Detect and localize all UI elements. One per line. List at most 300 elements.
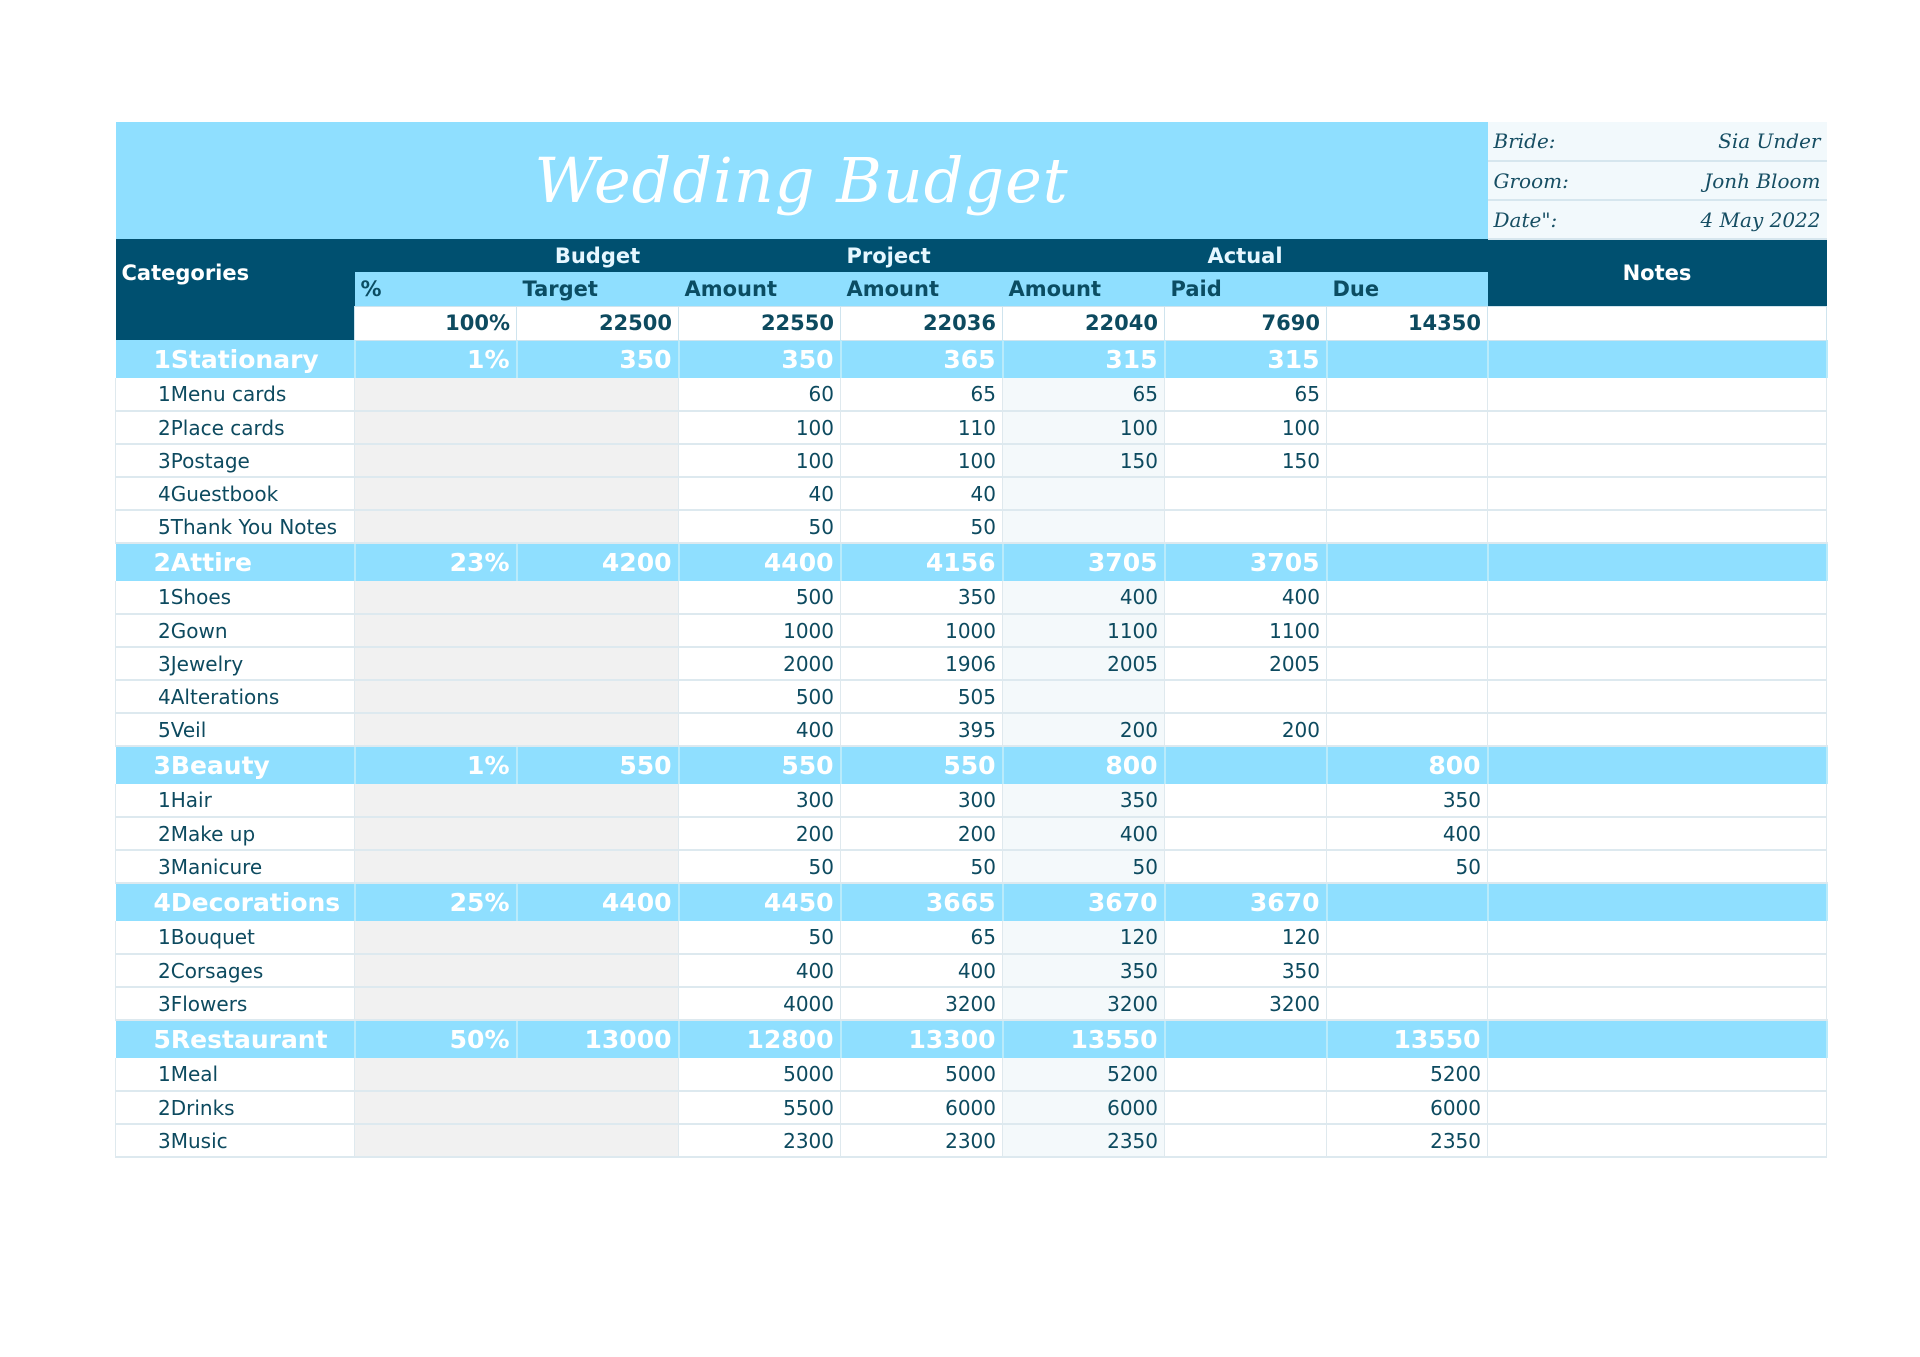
category-name[interactable] <box>116 340 355 378</box>
category-name[interactable] <box>116 746 355 784</box>
item-due-cell[interactable] <box>1327 378 1488 411</box>
item-notes-cell[interactable] <box>1488 1124 1827 1157</box>
table-row <box>116 1058 1827 1091</box>
item-actual-cell[interactable] <box>1003 510 1165 543</box>
category-pct-cell[interactable]: 25% <box>355 883 517 921</box>
item-paid-cell[interactable] <box>1165 510 1327 543</box>
category-actual-cell[interactable]: 13550 <box>1003 1020 1165 1058</box>
table-row <box>116 1124 1827 1157</box>
item-paid-cell[interactable]: 200 <box>1165 713 1327 746</box>
categories-header: Categories <box>116 239 355 306</box>
item-paid-cell[interactable] <box>1165 784 1327 817</box>
target-col-header: Target <box>517 272 679 306</box>
item-notes-cell[interactable] <box>1488 680 1827 713</box>
item-actual-cell[interactable]: 5200 <box>1003 1058 1165 1091</box>
item-actual-cell[interactable]: 65 <box>1003 378 1165 411</box>
category-number: 4 <box>153 888 171 917</box>
category-number: 5 <box>153 1025 171 1054</box>
item-paid-cell[interactable] <box>1165 1058 1327 1091</box>
project-amount-col-header: Amount <box>841 272 1003 306</box>
table-row <box>116 444 1827 477</box>
item-budget-empty-cell <box>355 1058 679 1091</box>
item-amount-cell[interactable]: 500 <box>679 680 841 713</box>
item-project-cell[interactable]: 400 <box>841 954 1003 987</box>
item-budget-empty-cell <box>355 378 679 411</box>
item-amount-cell[interactable]: 500 <box>679 581 841 614</box>
total-budget-amount[interactable]: 22550 <box>679 306 841 340</box>
item-number: 2 <box>158 958 171 983</box>
item-paid-cell[interactable]: 65 <box>1165 378 1327 411</box>
category-pct-cell[interactable]: 1% <box>355 746 517 784</box>
item-actual-cell[interactable] <box>1003 477 1165 510</box>
item-name[interactable] <box>116 1091 355 1124</box>
category-actual-cell[interactable]: 3705 <box>1003 543 1165 581</box>
item-number: 3 <box>158 651 171 676</box>
item-budget-empty-cell <box>355 411 679 444</box>
item-project-cell[interactable]: 1000 <box>841 614 1003 647</box>
item-budget-empty-cell <box>355 444 679 477</box>
item-number: 2 <box>158 1095 171 1120</box>
category-amount-cell[interactable]: 4450 <box>679 883 841 921</box>
item-paid-cell[interactable] <box>1165 1124 1327 1157</box>
item-amount-cell[interactable]: 50 <box>679 510 841 543</box>
item-project-cell[interactable]: 200 <box>841 817 1003 850</box>
page-title: Wedding Budget <box>534 144 1069 217</box>
actual-amount-col-header: Amount <box>1003 272 1165 306</box>
category-notes-cell[interactable] <box>1488 883 1827 921</box>
item-name[interactable] <box>116 784 355 817</box>
category-label: Decorations <box>170 888 341 917</box>
item-name[interactable] <box>116 1124 355 1157</box>
item-name[interactable] <box>116 713 355 746</box>
item-label: Meal <box>170 1062 219 1086</box>
table-row <box>116 614 1827 647</box>
item-name[interactable] <box>116 1058 355 1091</box>
item-label: Jewelry <box>170 651 244 676</box>
item-name[interactable] <box>116 444 355 477</box>
paid-col-header: Paid <box>1165 272 1327 306</box>
item-name[interactable] <box>116 817 355 850</box>
item-name[interactable] <box>116 378 355 411</box>
category-paid-cell[interactable] <box>1165 1020 1327 1058</box>
item-label: Menu cards <box>170 382 287 406</box>
notes-header: Notes <box>1488 239 1827 306</box>
item-budget-empty-cell <box>355 581 679 614</box>
item-name[interactable] <box>116 680 355 713</box>
total-due[interactable]: 14350 <box>1327 306 1488 340</box>
item-amount-cell[interactable]: 1000 <box>679 614 841 647</box>
item-due-cell[interactable]: 50 <box>1327 850 1488 883</box>
item-notes-cell[interactable] <box>1488 921 1827 954</box>
item-amount-cell[interactable]: 50 <box>679 921 841 954</box>
category-row <box>116 1020 1827 1058</box>
category-label: Beauty <box>170 751 270 780</box>
item-paid-cell[interactable]: 120 <box>1165 921 1327 954</box>
total-notes[interactable] <box>1488 306 1827 340</box>
item-project-cell[interactable]: 40 <box>841 477 1003 510</box>
item-paid-cell[interactable] <box>1165 680 1327 713</box>
item-paid-cell[interactable]: 400 <box>1165 581 1327 614</box>
item-amount-cell[interactable]: 40 <box>679 477 841 510</box>
category-name[interactable] <box>116 883 355 921</box>
budget-amount-col-header: Amount <box>679 272 841 306</box>
item-project-cell[interactable]: 65 <box>841 378 1003 411</box>
item-due-cell[interactable] <box>1327 614 1488 647</box>
table-row <box>116 510 1827 543</box>
category-paid-cell[interactable] <box>1165 746 1327 784</box>
table-row <box>116 850 1827 883</box>
title-banner <box>116 122 1488 239</box>
category-project-cell[interactable]: 4156 <box>841 543 1003 581</box>
item-actual-cell[interactable]: 1100 <box>1003 614 1165 647</box>
item-number: 1 <box>158 585 171 609</box>
item-amount-cell[interactable]: 100 <box>679 411 841 444</box>
item-budget-empty-cell <box>355 510 679 543</box>
item-budget-empty-cell <box>355 1091 679 1124</box>
category-target-cell[interactable]: 550 <box>517 746 679 784</box>
item-notes-cell[interactable] <box>1488 411 1827 444</box>
item-name[interactable] <box>116 647 355 680</box>
item-number: 2 <box>158 618 171 643</box>
item-due-cell[interactable] <box>1327 411 1488 444</box>
category-notes-cell[interactable] <box>1488 746 1827 784</box>
item-number: 1 <box>158 382 171 406</box>
item-actual-cell[interactable]: 50 <box>1003 850 1165 883</box>
item-label: Make up <box>170 821 256 846</box>
category-name[interactable] <box>116 1020 355 1058</box>
category-due-cell[interactable] <box>1327 543 1488 581</box>
item-label: Manicure <box>170 854 263 879</box>
due-col-header: Due <box>1327 272 1488 306</box>
item-actual-cell[interactable] <box>1003 680 1165 713</box>
item-notes-cell[interactable] <box>1488 378 1827 411</box>
item-name[interactable] <box>116 954 355 987</box>
bride-label: Bride: <box>1488 122 1666 161</box>
item-number: 4 <box>158 481 171 506</box>
item-actual-cell[interactable]: 400 <box>1003 581 1165 614</box>
item-number: 2 <box>158 821 171 846</box>
item-due-cell[interactable] <box>1327 921 1488 954</box>
item-notes-cell[interactable] <box>1488 1058 1827 1091</box>
item-project-cell[interactable]: 2300 <box>841 1124 1003 1157</box>
category-actual-cell[interactable]: 3670 <box>1003 883 1165 921</box>
category-project-cell[interactable]: 550 <box>841 746 1003 784</box>
item-amount-cell[interactable]: 5500 <box>679 1091 841 1124</box>
item-due-cell[interactable]: 350 <box>1327 784 1488 817</box>
category-row <box>116 883 1827 921</box>
item-number: 5 <box>158 514 171 539</box>
category-amount-cell[interactable]: 12800 <box>679 1020 841 1058</box>
item-project-cell[interactable]: 100 <box>841 444 1003 477</box>
table-row <box>116 581 1827 614</box>
groom-label: Groom: <box>1488 161 1666 200</box>
category-name[interactable] <box>116 543 355 581</box>
category-paid-cell[interactable]: 3705 <box>1165 543 1327 581</box>
category-pct-cell[interactable]: 23% <box>355 543 517 581</box>
item-budget-empty-cell <box>355 921 679 954</box>
total-target[interactable]: 22500 <box>517 306 679 340</box>
item-actual-cell[interactable]: 6000 <box>1003 1091 1165 1124</box>
category-actual-cell[interactable]: 800 <box>1003 746 1165 784</box>
project-header: Project <box>841 239 1003 272</box>
item-number: 1 <box>158 925 171 949</box>
item-project-cell[interactable]: 6000 <box>841 1091 1003 1124</box>
category-amount-cell[interactable]: 4400 <box>679 543 841 581</box>
item-budget-empty-cell <box>355 614 679 647</box>
item-notes-cell[interactable] <box>1488 647 1827 680</box>
item-budget-empty-cell <box>355 1124 679 1157</box>
item-project-cell[interactable]: 1906 <box>841 647 1003 680</box>
category-paid-cell[interactable]: 3670 <box>1165 883 1327 921</box>
item-notes-cell[interactable] <box>1488 987 1827 1020</box>
item-due-cell[interactable] <box>1327 647 1488 680</box>
item-label: Flowers <box>170 991 248 1016</box>
item-actual-cell[interactable]: 3200 <box>1003 987 1165 1020</box>
item-number: 1 <box>158 1062 171 1086</box>
item-name[interactable] <box>116 614 355 647</box>
item-amount-cell[interactable]: 400 <box>679 954 841 987</box>
item-label: Music <box>170 1128 228 1153</box>
item-budget-empty-cell <box>355 817 679 850</box>
category-notes-cell[interactable] <box>1488 340 1827 378</box>
category-label: Restaurant <box>170 1025 328 1054</box>
category-target-cell[interactable]: 4200 <box>517 543 679 581</box>
total-project-amount[interactable]: 22036 <box>841 306 1003 340</box>
table-row <box>116 378 1827 411</box>
item-label: Hair <box>170 788 212 812</box>
item-name[interactable] <box>116 850 355 883</box>
table-row <box>116 921 1827 954</box>
category-due-cell[interactable]: 800 <box>1327 746 1488 784</box>
item-notes-cell[interactable] <box>1488 510 1827 543</box>
item-project-cell[interactable]: 3200 <box>841 987 1003 1020</box>
category-amount-cell[interactable]: 550 <box>679 746 841 784</box>
item-actual-cell[interactable]: 120 <box>1003 921 1165 954</box>
category-project-cell[interactable]: 13300 <box>841 1020 1003 1058</box>
item-due-cell[interactable] <box>1327 954 1488 987</box>
item-actual-cell[interactable]: 2005 <box>1003 647 1165 680</box>
item-due-cell[interactable]: 6000 <box>1327 1091 1488 1124</box>
item-paid-cell[interactable] <box>1165 1091 1327 1124</box>
item-notes-cell[interactable] <box>1488 581 1827 614</box>
item-project-cell[interactable]: 5000 <box>841 1058 1003 1091</box>
item-paid-cell[interactable]: 1100 <box>1165 614 1327 647</box>
category-number: 3 <box>153 751 171 780</box>
item-notes-cell[interactable] <box>1488 817 1827 850</box>
item-project-cell[interactable]: 65 <box>841 921 1003 954</box>
category-number: 2 <box>153 548 171 577</box>
item-due-cell[interactable] <box>1327 713 1488 746</box>
table-row <box>116 987 1827 1020</box>
item-budget-empty-cell <box>355 680 679 713</box>
item-notes-cell[interactable] <box>1488 850 1827 883</box>
category-row <box>116 543 1827 581</box>
item-due-cell[interactable]: 5200 <box>1327 1058 1488 1091</box>
item-amount-cell[interactable]: 60 <box>679 378 841 411</box>
item-name[interactable] <box>116 987 355 1020</box>
item-notes-cell[interactable] <box>1488 713 1827 746</box>
item-actual-cell[interactable]: 400 <box>1003 817 1165 850</box>
item-due-cell[interactable] <box>1327 581 1488 614</box>
groom-value[interactable]: Jonh Bloom <box>1666 161 1827 200</box>
table-row <box>116 713 1827 746</box>
total-paid[interactable]: 7690 <box>1165 306 1327 340</box>
category-paid-cell[interactable]: 315 <box>1165 340 1327 378</box>
category-pct-cell[interactable]: 50% <box>355 1020 517 1058</box>
item-label: Postage <box>170 448 250 473</box>
table-row <box>116 477 1827 510</box>
item-project-cell[interactable]: 110 <box>841 411 1003 444</box>
category-pct-cell[interactable]: 1% <box>355 340 517 378</box>
category-notes-cell[interactable] <box>1488 1020 1827 1058</box>
actual-header: Actual <box>1003 239 1488 272</box>
item-amount-cell[interactable]: 50 <box>679 850 841 883</box>
item-actual-cell[interactable]: 350 <box>1003 784 1165 817</box>
item-actual-cell[interactable]: 200 <box>1003 713 1165 746</box>
category-due-cell[interactable]: 13550 <box>1327 1020 1488 1058</box>
item-due-cell[interactable] <box>1327 444 1488 477</box>
table-row <box>116 1091 1827 1124</box>
category-label: Stationary <box>170 344 319 374</box>
category-target-cell[interactable]: 4400 <box>517 883 679 921</box>
date-value[interactable]: 4 May 2022 <box>1666 200 1827 239</box>
item-paid-cell[interactable]: 2005 <box>1165 647 1327 680</box>
bride-value[interactable]: Sia Under <box>1666 122 1827 161</box>
table-row <box>116 954 1827 987</box>
item-label: Alterations <box>170 684 280 709</box>
item-project-cell[interactable]: 50 <box>841 850 1003 883</box>
category-row <box>116 746 1827 784</box>
item-number: 3 <box>158 1128 171 1153</box>
item-paid-cell[interactable]: 100 <box>1165 411 1327 444</box>
item-name[interactable] <box>116 477 355 510</box>
item-number: 3 <box>158 448 171 473</box>
totals-label-cell <box>116 306 355 340</box>
category-amount-cell[interactable]: 350 <box>679 340 841 378</box>
item-notes-cell[interactable] <box>1488 784 1827 817</box>
item-label: Place cards <box>170 415 285 440</box>
table-row <box>116 411 1827 444</box>
item-number: 4 <box>158 684 171 709</box>
total-actual-amount[interactable]: 22040 <box>1003 306 1165 340</box>
date-label: Date": <box>1488 200 1666 239</box>
item-amount-cell[interactable]: 4000 <box>679 987 841 1020</box>
item-label: Corsages <box>170 958 264 983</box>
table-row <box>116 647 1827 680</box>
item-budget-empty-cell <box>355 850 679 883</box>
item-name[interactable] <box>116 581 355 614</box>
item-paid-cell[interactable] <box>1165 817 1327 850</box>
category-target-cell[interactable]: 350 <box>517 340 679 378</box>
item-budget-empty-cell <box>355 987 679 1020</box>
table-row <box>116 784 1827 817</box>
item-budget-empty-cell <box>355 713 679 746</box>
budget-sheet <box>115 122 1826 1158</box>
item-label: Bouquet <box>170 925 255 949</box>
category-due-cell[interactable] <box>1327 340 1488 378</box>
budget-header: Budget <box>355 239 841 272</box>
item-amount-cell[interactable]: 5000 <box>679 1058 841 1091</box>
item-project-cell[interactable]: 505 <box>841 680 1003 713</box>
item-project-cell[interactable]: 395 <box>841 713 1003 746</box>
item-name[interactable] <box>116 921 355 954</box>
item-budget-empty-cell <box>355 477 679 510</box>
item-amount-cell[interactable]: 400 <box>679 713 841 746</box>
item-due-cell[interactable] <box>1327 680 1488 713</box>
item-number: 1 <box>158 788 171 812</box>
category-row <box>116 340 1827 378</box>
item-actual-cell[interactable]: 150 <box>1003 444 1165 477</box>
item-due-cell[interactable] <box>1327 987 1488 1020</box>
item-amount-cell[interactable]: 200 <box>679 817 841 850</box>
item-project-cell[interactable]: 50 <box>841 510 1003 543</box>
category-project-cell[interactable]: 365 <box>841 340 1003 378</box>
category-label: Attire <box>170 548 253 577</box>
category-actual-cell[interactable]: 315 <box>1003 340 1165 378</box>
item-name[interactable] <box>116 510 355 543</box>
item-notes-cell[interactable] <box>1488 1091 1827 1124</box>
item-notes-cell[interactable] <box>1488 954 1827 987</box>
item-number: 5 <box>158 717 171 742</box>
item-paid-cell[interactable]: 3200 <box>1165 987 1327 1020</box>
item-actual-cell[interactable]: 350 <box>1003 954 1165 987</box>
budget-table <box>115 122 1828 1158</box>
item-budget-empty-cell <box>355 954 679 987</box>
item-paid-cell[interactable]: 350 <box>1165 954 1327 987</box>
item-notes-cell[interactable] <box>1488 614 1827 647</box>
item-project-cell[interactable]: 350 <box>841 581 1003 614</box>
item-due-cell[interactable] <box>1327 477 1488 510</box>
table-row <box>116 680 1827 713</box>
item-due-cell[interactable]: 400 <box>1327 817 1488 850</box>
item-amount-cell[interactable]: 100 <box>679 444 841 477</box>
item-due-cell[interactable] <box>1327 510 1488 543</box>
item-budget-empty-cell <box>355 647 679 680</box>
item-label: Gown <box>170 618 228 643</box>
item-number: 3 <box>158 854 171 879</box>
item-label: Drinks <box>170 1095 235 1120</box>
item-label: Shoes <box>170 585 232 609</box>
item-paid-cell[interactable] <box>1165 477 1327 510</box>
item-label: Guestbook <box>170 481 279 506</box>
item-notes-cell[interactable] <box>1488 477 1827 510</box>
item-due-cell[interactable]: 2350 <box>1327 1124 1488 1157</box>
item-label: Veil <box>170 717 207 742</box>
item-amount-cell[interactable]: 2000 <box>679 647 841 680</box>
item-amount-cell[interactable]: 300 <box>679 784 841 817</box>
item-label: Thank You Notes <box>170 514 338 539</box>
item-number: 3 <box>158 991 171 1016</box>
category-target-cell[interactable]: 13000 <box>517 1020 679 1058</box>
item-notes-cell[interactable] <box>1488 444 1827 477</box>
category-due-cell[interactable] <box>1327 883 1488 921</box>
category-notes-cell[interactable] <box>1488 543 1827 581</box>
total-pct[interactable]: 100% <box>355 306 517 340</box>
item-name[interactable] <box>116 411 355 444</box>
category-number: 1 <box>153 344 171 374</box>
item-budget-empty-cell <box>355 784 679 817</box>
item-amount-cell[interactable]: 2300 <box>679 1124 841 1157</box>
item-paid-cell[interactable]: 150 <box>1165 444 1327 477</box>
table-row <box>116 817 1827 850</box>
item-paid-cell[interactable] <box>1165 850 1327 883</box>
pct-col-header: % <box>355 272 517 306</box>
item-number: 2 <box>158 415 171 440</box>
item-actual-cell[interactable]: 100 <box>1003 411 1165 444</box>
item-actual-cell[interactable]: 2350 <box>1003 1124 1165 1157</box>
category-project-cell[interactable]: 3665 <box>841 883 1003 921</box>
item-project-cell[interactable]: 300 <box>841 784 1003 817</box>
